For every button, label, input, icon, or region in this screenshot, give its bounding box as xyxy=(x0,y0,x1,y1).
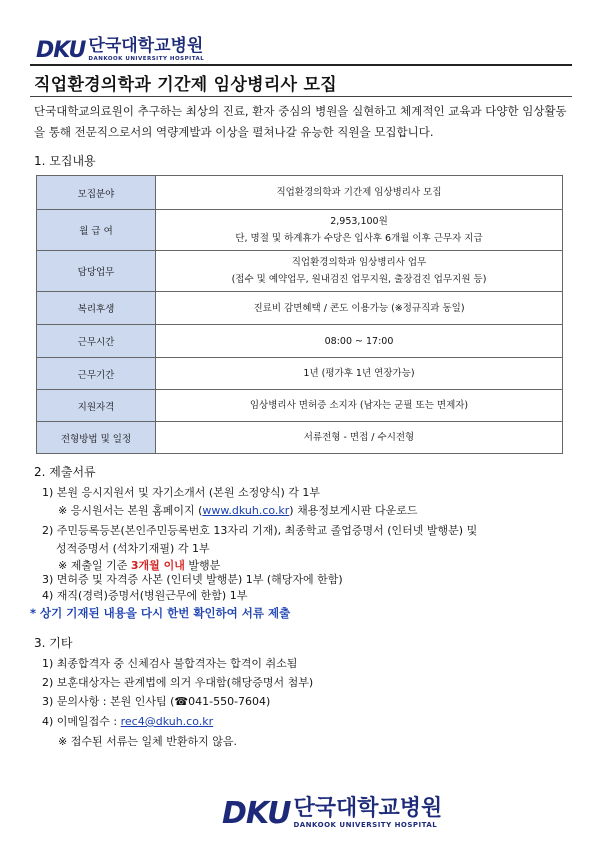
doc-item-1-note xyxy=(58,502,417,518)
doc-item-1: 1) 본원 응시지원서 및 자기소개서 (본원 소정양식) 각 1부 xyxy=(42,486,320,499)
salary-note: 단, 명절 및 하계휴가 수당은 입사후 6개월 이후 근무자 지급 xyxy=(235,233,483,244)
row-label: 월 급 여 xyxy=(37,210,156,251)
logo-english-name: DANKOOK UNIVERSITY HOSPITAL xyxy=(293,821,438,829)
row-value xyxy=(156,210,563,251)
etc-item-1: 1) 최종합격자 중 신체검사 불합격자는 합격이 취소됨 xyxy=(42,657,298,670)
section-1-heading: 1. 모집내용 xyxy=(34,154,96,168)
title-rule-bottom xyxy=(30,96,572,97)
row-value: 서류전형 - 면접 / 수시전형 xyxy=(156,422,563,454)
recruitment-table xyxy=(36,175,563,454)
logo-korean-name: 단국대학교병원 xyxy=(293,796,443,821)
row-label: 전형방법 및 일정 xyxy=(37,422,156,454)
doc-item-3: 3) 면허증 및 자격증 사본 (인터넷 발행분) 1부 (해당자에 한함) xyxy=(42,573,343,586)
intro-paragraph: 단국대학교의료원이 추구하는 최상의 진료, 환자 중심의 병원을 실현하고 체계적인 교육과 다양한 임상활동을 통해 전문직으로서의 역량계발과 이상을 펼쳐나갈 유능한 직원을 모집합니다. xyxy=(34,104,567,139)
row-value: 1년 (평가후 1년 연장가능) xyxy=(156,358,563,390)
note-text: 발행분 xyxy=(184,559,221,572)
table-row xyxy=(37,176,563,210)
section-3-heading: 3. 기타 xyxy=(34,636,73,650)
row-label: 담당업무 xyxy=(37,251,156,292)
row-value xyxy=(156,251,563,292)
dku-logo-mark: DKU xyxy=(222,796,291,831)
hospital-logo-bottom xyxy=(222,796,442,831)
row-value: 임상병리사 면허증 소지자 (남자는 군필 또는 면제자) xyxy=(156,390,563,422)
doc-item-2-line-2: 성적증명서 (석차기재필) 각 1부 xyxy=(56,542,210,555)
table-row xyxy=(37,251,563,292)
row-value: 직업환경의학과 기간제 임상병리사 모집 xyxy=(156,176,563,210)
notice-text: * 상기 기재된 내용을 다시 한번 확인하여 서류 제출 xyxy=(30,606,291,620)
table-row xyxy=(37,325,563,358)
row-label: 근무기간 xyxy=(37,358,156,390)
etc-item-4 xyxy=(42,713,213,729)
doc-item-4: 4) 재직(경력)증명서(병원근무에 한함) 1부 xyxy=(42,589,248,602)
etc-item-4-label: 4) 이메일접수 : xyxy=(42,715,121,728)
page-title: 직업환경의학과 기간제 임상병리사 모집 xyxy=(34,75,337,95)
email-link[interactable]: rec4@dkuh.co.kr xyxy=(120,715,214,728)
etc-note: ※ 접수된 서류는 일체 반환하지 않음. xyxy=(58,735,237,748)
section-2-heading: 2. 제출서류 xyxy=(34,465,96,479)
etc-item-3: 3) 문의사항 : 본원 인사팀 (☎041-550-7604) xyxy=(42,695,271,708)
row-label: 근무시간 xyxy=(37,325,156,358)
salary-amount: 2,953,100원 xyxy=(330,216,388,227)
doc-item-2-line-1: 2) 주민등록등본(본인주민등록번호 13자리 기재), 최종학교 졸업증명서 (인터넷 발행분) 및 xyxy=(42,524,478,537)
dku-logo-mark: DKU xyxy=(36,38,86,63)
homepage-link[interactable]: www.dkuh.co.kr xyxy=(202,504,290,517)
highlight-period: 3개월 이내 xyxy=(130,559,185,572)
row-value: 진료비 감면혜택 / 콘도 이용가능 (※정규직과 동일) xyxy=(156,292,563,325)
note-text: ※ 제출일 기준 xyxy=(58,559,131,572)
logo-english-name: DANKOOK UNIVERSITY HOSPITAL xyxy=(88,56,205,63)
duty-main: 직업환경의학과 임상병리사 업무 xyxy=(291,257,427,268)
row-label: 복리후생 xyxy=(37,292,156,325)
table-row xyxy=(37,292,563,325)
hospital-logo-top xyxy=(36,38,204,63)
table-row xyxy=(37,358,563,390)
row-label: 지원자격 xyxy=(37,390,156,422)
table-row xyxy=(37,422,563,454)
row-label: 모집분야 xyxy=(37,176,156,210)
table-row xyxy=(37,210,563,251)
row-value: 08:00 ~ 17:00 xyxy=(156,325,563,358)
etc-item-2: 2) 보훈대상자는 관계법에 의거 우대함(해당증명서 첨부) xyxy=(42,676,314,689)
note-text: ※ 응시원서는 본원 홈페이지 ( xyxy=(58,504,203,517)
note-text: ) 채용정보게시판 다운로드 xyxy=(289,504,418,517)
table-row xyxy=(37,390,563,422)
title-rule-top xyxy=(30,64,572,66)
duty-detail: (접수 및 예약업무, 원내검진 업무지원, 출장검진 업무지원 등) xyxy=(231,274,487,285)
logo-korean-name: 단국대학교병원 xyxy=(88,36,204,57)
